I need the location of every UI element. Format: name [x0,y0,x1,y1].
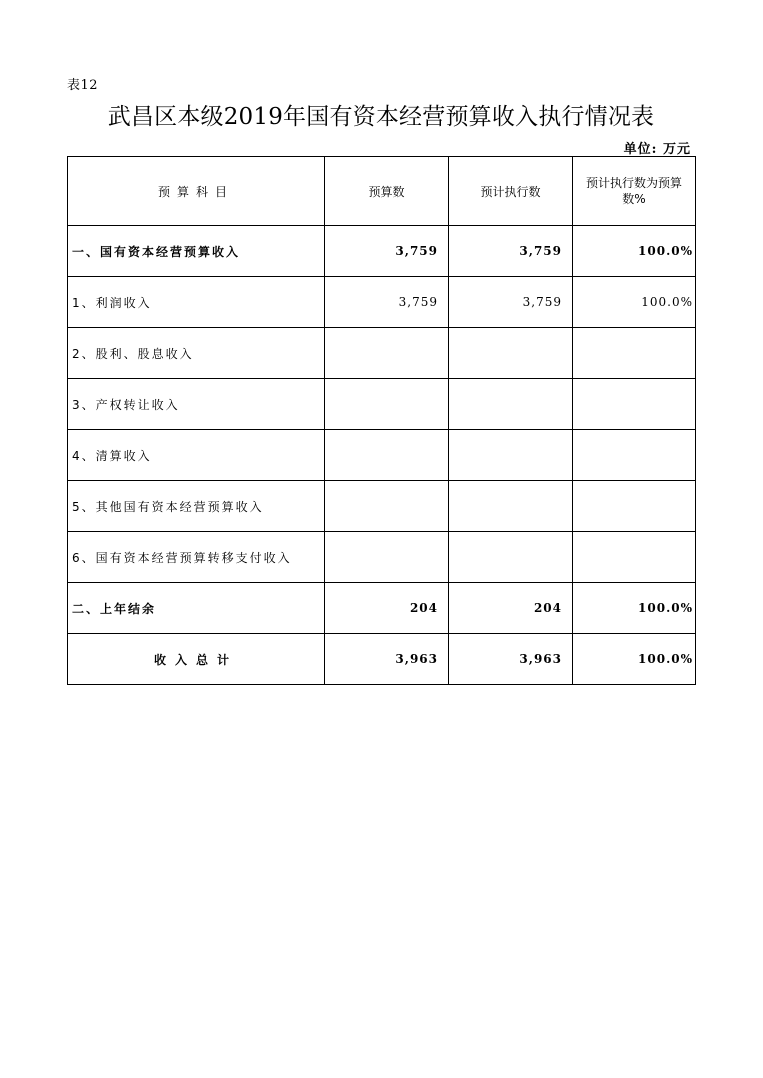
header-item: 预算科目 [68,157,325,226]
table-row [68,583,696,634]
row-estimated: 3,759 [449,277,573,328]
header-budget: 预算数 [325,157,449,226]
budget-table [67,156,696,685]
row-budget [325,328,449,379]
row-ratio [573,430,696,481]
row-item: 一、国有资本经营预算收入 [68,226,325,277]
row-ratio: 100.0% [573,277,696,328]
total-estimated: 3,963 [449,634,573,685]
row-budget: 3,759 [325,277,449,328]
row-item: 二、上年结余 [68,583,325,634]
row-estimated: 204 [449,583,573,634]
row-item: 4、清算收入 [68,430,325,481]
row-item: 5、其他国有资本经营预算收入 [68,481,325,532]
row-ratio [573,328,696,379]
row-ratio [573,532,696,583]
row-budget: 3,759 [325,226,449,277]
row-estimated [449,481,573,532]
row-item: 1、利润收入 [68,277,325,328]
table-row [68,226,696,277]
row-ratio [573,481,696,532]
total-label: 收入总计 [68,634,325,685]
row-item: 6、国有资本经营预算转移支付收入 [68,532,325,583]
header-row [68,157,696,226]
row-ratio: 100.0% [573,583,696,634]
page-title: 武昌区本级2019年国有资本经营预算收入执行情况表 [107,104,655,130]
row-budget [325,481,449,532]
table-row [68,277,696,328]
total-budget: 3,963 [325,634,449,685]
row-ratio: 100.0% [573,226,696,277]
header-ratio: 预计执行数为预算数% [573,157,696,226]
unit-label: 单位: 万元 [623,142,691,157]
row-budget [325,379,449,430]
row-estimated: 3,759 [449,226,573,277]
total-row [68,634,696,685]
table-row [68,430,696,481]
table-row [68,328,696,379]
table-row [68,532,696,583]
row-item: 3、产权转让收入 [68,379,325,430]
total-ratio: 100.0% [573,634,696,685]
row-estimated [449,430,573,481]
row-estimated [449,379,573,430]
table-row [68,481,696,532]
row-item: 2、股利、股息收入 [68,328,325,379]
table-row [68,379,696,430]
row-budget: 204 [325,583,449,634]
row-estimated [449,532,573,583]
header-estimated: 预计执行数 [449,157,573,226]
row-budget [325,532,449,583]
row-budget [325,430,449,481]
table-number: 表12 [67,78,99,93]
row-ratio [573,379,696,430]
row-estimated [449,328,573,379]
